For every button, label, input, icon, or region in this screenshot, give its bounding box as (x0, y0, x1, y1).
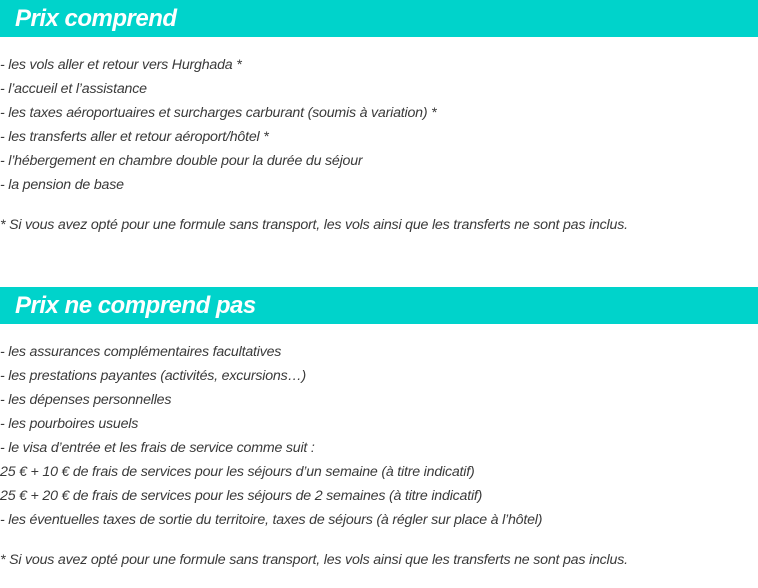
list-item: - la pension de base (0, 177, 124, 193)
list-item: - l’hébergement en chambre double pour la durée du séjour (0, 153, 363, 169)
list-item: - les pourboires usuels (0, 416, 139, 432)
section-title-excluded: Prix ne comprend pas (15, 292, 256, 319)
excluded-list (0, 340, 542, 532)
list-item: 25 € + 20 € de frais de services pour les séjours de 2 semaines (à titre indicatif) (0, 488, 483, 504)
list-item: - les assurances complémentaires facultatives (0, 344, 282, 360)
section-title-included: Prix comprend (15, 5, 177, 32)
list-item: 25 € + 10 € de frais de services pour les séjours d’un semaine (à titre indicatif) (0, 464, 475, 480)
section-header-included (0, 0, 758, 37)
list-item: - les éventuelles taxes de sortie du territoire, taxes de séjours (à régler sur place à l’hôtel) (0, 512, 543, 528)
list-item: - les vols aller et retour vers Hurghada * (0, 57, 242, 73)
section-header-excluded (0, 287, 758, 324)
list-item: - les transferts aller et retour aéroport/hôtel * (0, 129, 269, 145)
list-item: - le visa d’entrée et les frais de service comme suit : (0, 440, 315, 456)
footnote-included: * Si vous avez opté pour une formule sans transport, les vols ainsi que les transferts ne sont pas inclus. (0, 217, 628, 233)
list-item: - les prestations payantes (activités, excursions…) (0, 368, 306, 384)
list-item: - les taxes aéroportuaires et surcharges carburant (soumis à variation) * (0, 105, 437, 121)
list-item: - l’accueil et l’assistance (0, 81, 147, 97)
list-item: - les dépenses personnelles (0, 392, 172, 408)
footnote-excluded: * Si vous avez opté pour une formule sans transport, les vols ainsi que les transferts ne sont pas inclus. (0, 552, 628, 568)
included-list (0, 53, 436, 197)
